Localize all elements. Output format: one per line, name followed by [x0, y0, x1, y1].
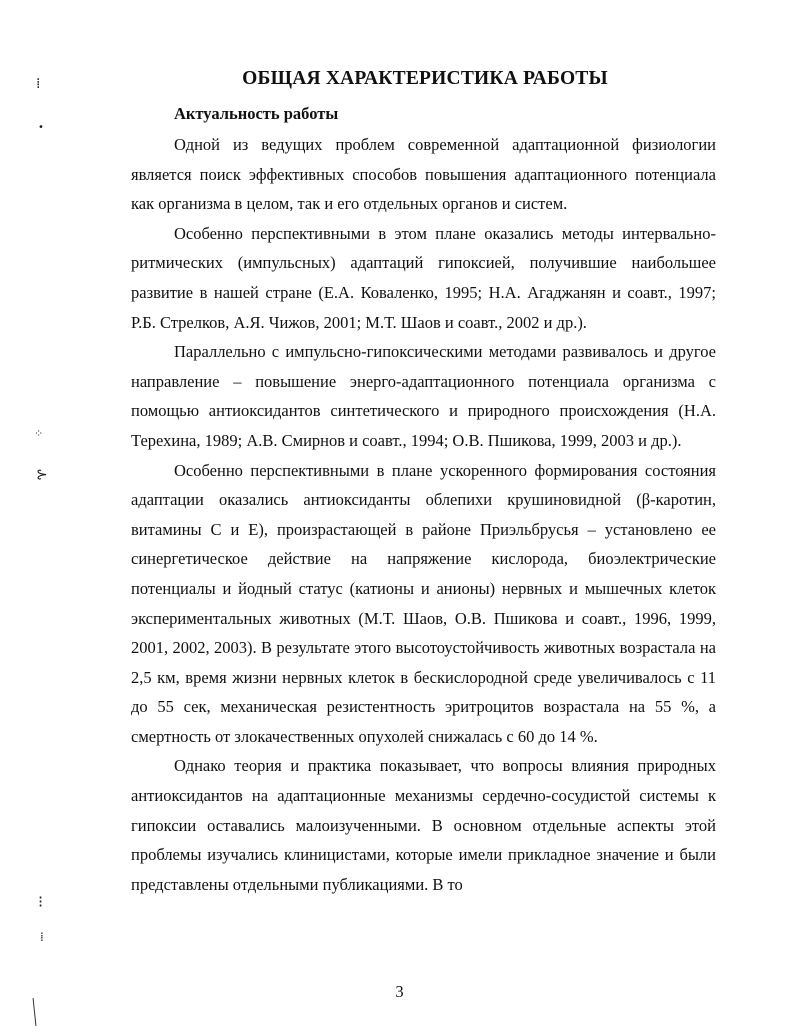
section-heading: ОБЩАЯ ХАРАКТЕРИСТИКА РАБОТЫ: [242, 68, 608, 89]
body-text: [131, 130, 716, 899]
margin-scan-mark: ⁞: [36, 76, 41, 92]
page-number: 3: [395, 982, 404, 1001]
paragraph-2: Особенно перспективными в этом плане оказались методы интервально-ритмических (импульсных) адаптаций гипоксией, получившие наибольшее развитие в нашей стране (Е.А. Коваленко, 1995; Н.А. Агаджанян и соавт., 1997; Р.Б. Стрелков, А.Я. Чижов, 2001; М.Т. Шаов и соавт., 2002 и др.).: [131, 223, 716, 332]
margin-scan-mark: ⊱: [36, 467, 48, 483]
subsection-heading: Актуальность работы: [174, 104, 339, 123]
margin-scan-mark: ⁝: [38, 892, 44, 911]
paragraph-1: Одной из ведущих проблем современной адаптационной физиологии является поиск эффективных способов повышения адаптационного потенциала как организма в целом, так и его отдельных органов и систем.: [131, 135, 716, 214]
paragraph-3: Параллельно с импульсно-гипоксическими методами развивалось и другое направление – повышение энерго-адаптационного потенциала организма с помощью антиоксидантов синтетического и природного происхождения (Н.А. Терехина, 1989; А.В. Смирнов и соавт., 1994; О.В. Пшикова, 1999, 2003 и др.).: [131, 342, 716, 450]
margin-scan-line: [33, 998, 37, 1026]
margin-scan-mark: •: [38, 122, 44, 133]
margin-scan-mark: ⁞: [40, 930, 44, 944]
paragraph-5: Однако теория и практика показывает, что вопросы влияния природных антиоксидантов на адаптационные механизмы сердечно-сосудистой системы к гипоксии оставались малоизученными. В основном отдельные аспекты этой проблемы изучались клиницистами, которые имели прикладное значение и были представлены отдельными публикациями. В то: [131, 756, 716, 894]
paragraph-4: Особенно перспективными в плане ускоренного формирования состояния адаптации оказались антиоксиданты облепихи крушиновидной (β-каротин, витамины С и Е), произрастающей в районе Приэльбрусья – установлено ее синергетическое действие на напряжение кислорода, биоэлектрические потенциалы и йодный статус (катионы и анионы) нервных и мышечных клеток экспериментальных животных (М.Т. Шаов, О.В. Пшикова и соавт., 1996, 1999, 2001, 2002, 2003). В результате этого высотоустойчивость животных возрастала на 2,5 км, время жизни нервных клеток в бескислородной среде увеличивалось с 11 до 55 сек, механическая резистентность эритроцитов возрастала на 55 %, а смертность от злокачественных опухолей снижалась с 60 до 14 %.: [131, 460, 716, 746]
margin-scan-mark: ⁘: [34, 427, 44, 440]
